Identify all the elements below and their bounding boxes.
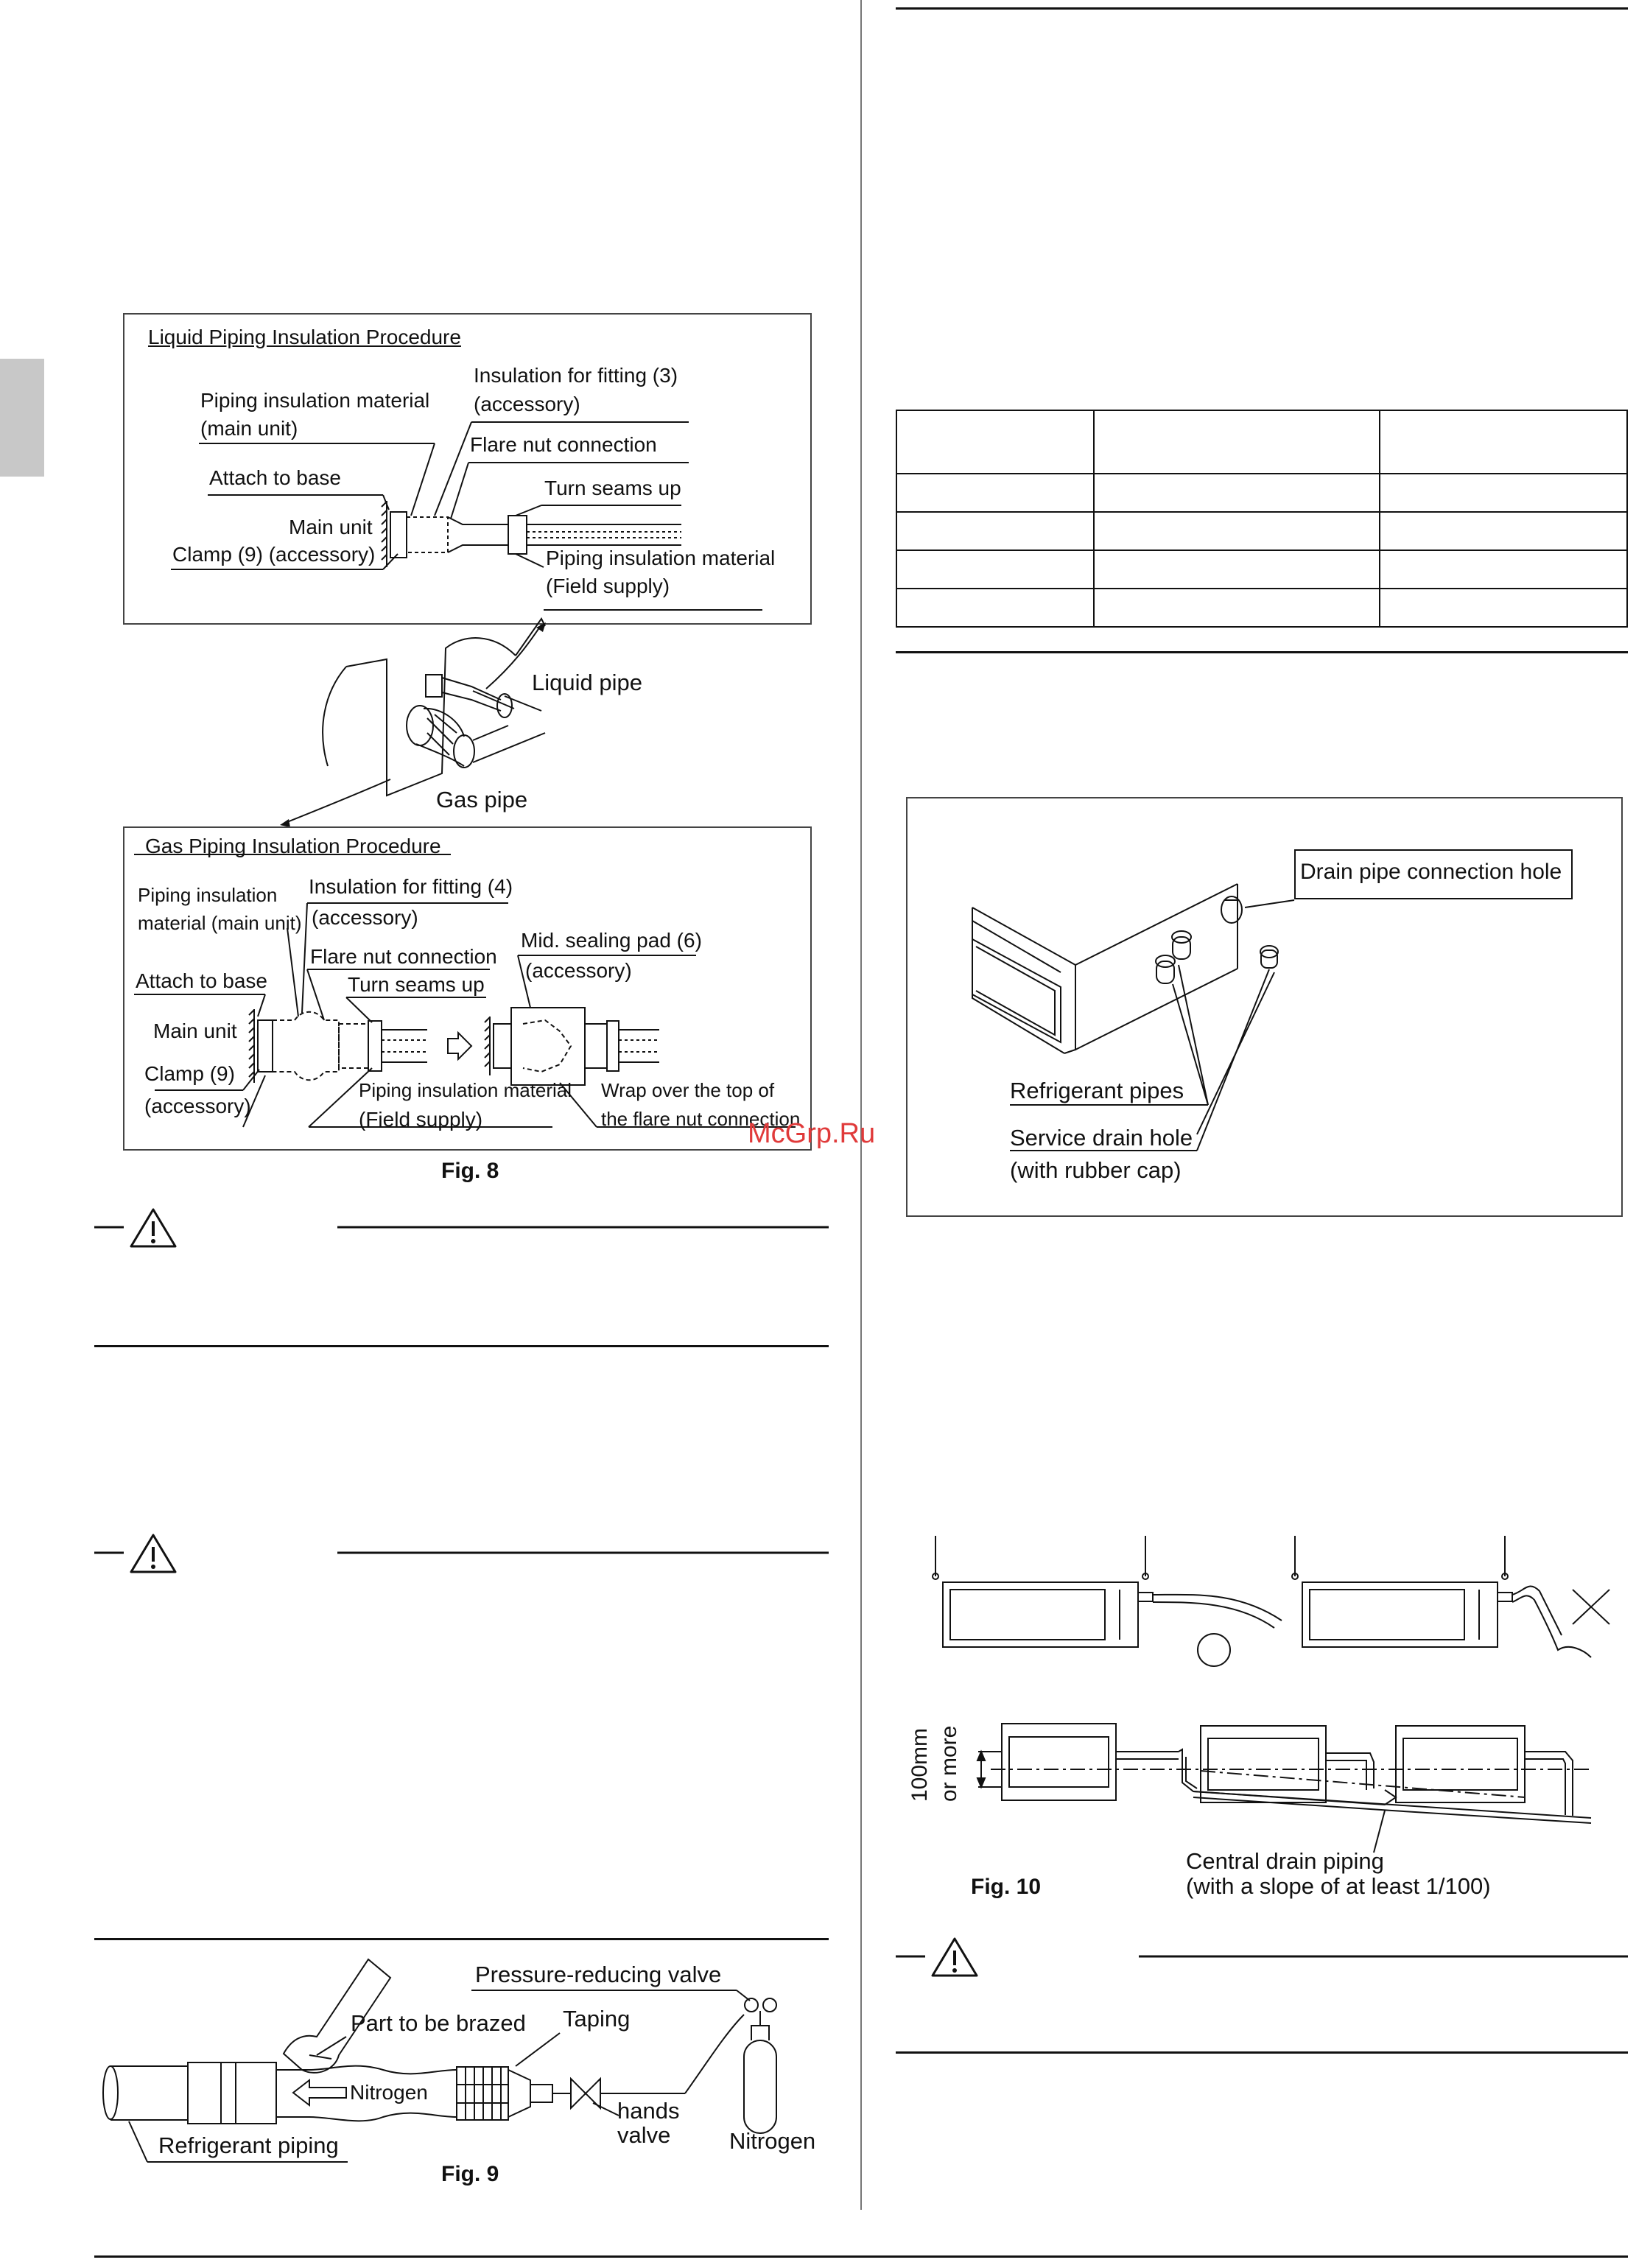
liquid-insul-fitting-label: Insulation for fitting (3): [474, 364, 678, 387]
gas-clamp-label-2: (accessory): [144, 1095, 251, 1117]
drain-hole-label: Drain pipe connection hole: [1300, 860, 1562, 884]
liquid-turn-seams-label: Turn seams up: [544, 477, 681, 499]
watermark: McGrp.Ru: [748, 1118, 876, 1149]
refrigerant-piping-label: Refrigerant piping: [158, 2132, 339, 2158]
central-drain-label: Central drain piping: [1186, 1848, 1384, 1874]
liquid-attach-base-label: Attach to base: [209, 466, 342, 489]
gas-wrap-label-2: the flare nut connection: [601, 1108, 801, 1130]
gas-pipe-insul-main-label-2: material (main unit): [138, 912, 302, 934]
pressure-valve-label: Pressure-reducing valve: [475, 1962, 722, 1987]
central-drain-label-2: (with a slope of at least 1/100): [1186, 1873, 1491, 1899]
gas-flare-nut-label: Flare nut connection: [310, 945, 497, 968]
fig9-caption: Fig. 9: [441, 2162, 499, 2186]
taping-label: Taping: [563, 2006, 631, 2032]
service-drain-label: Service drain hole: [1010, 1125, 1193, 1151]
fig10-caption: Fig. 10: [971, 1875, 1042, 1899]
gas-mid-pad-label-2: (accessory): [525, 959, 632, 982]
fig8-caption: Fig. 8: [441, 1159, 499, 1183]
hands-valve-label-2: valve: [617, 2122, 671, 2148]
liquid-main-unit-label: Main unit: [289, 516, 373, 538]
gas-attach-base-label: Attach to base: [136, 969, 268, 992]
service-drain-label-2: (with rubber cap): [1010, 1157, 1182, 1183]
part-brazed-label: Part to be brazed: [351, 2010, 526, 2036]
liquid-title: Liquid Piping Insulation Procedure: [148, 326, 461, 348]
gas-mid-pad-label: Mid. sealing pad (6): [521, 929, 702, 952]
nitrogen-flow-label: Nitrogen: [350, 2081, 428, 2104]
liquid-pipe-insul-main-label-2: (main unit): [200, 417, 298, 440]
liquid-pipe-insul-main-label: Piping insulation material: [200, 389, 430, 412]
gas-insul-fitting-label-2: (accessory): [312, 906, 418, 929]
caution-heading-3: [896, 1934, 1632, 1979]
gas-wrap-label: Wrap over the top of: [601, 1079, 775, 1101]
gas-title: Gas Piping Insulation Procedure: [145, 835, 441, 857]
liquid-clamp-label: Clamp (9) (accessory): [172, 543, 376, 566]
liquid-flare-nut-label: Flare nut connection: [470, 433, 657, 456]
gas-pipe-insul-main-label: Piping insulation: [138, 884, 278, 906]
dimension-label: 100mm: [907, 1727, 932, 1802]
gas-turn-seams-label: Turn seams up: [348, 973, 485, 996]
liquid-pipe-insul-field-label-2: (Field supply): [546, 575, 670, 597]
gas-pipe-label: Gas pipe: [436, 787, 528, 812]
liquid-pipe-label: Liquid pipe: [532, 670, 642, 695]
section-rule-right-2: [896, 2051, 1628, 2054]
gas-clamp-label: Clamp (9): [144, 1062, 235, 1085]
nitrogen-tank-label: Nitrogen: [729, 2128, 816, 2154]
dimension-label-2: or more: [937, 1725, 961, 1802]
hands-valve-label: hands: [617, 2098, 680, 2124]
gas-pipe-insul-field-label-2: (Field supply): [359, 1108, 483, 1131]
refrigerant-pipes-label: Refrigerant pipes: [1010, 1078, 1184, 1103]
liquid-pipe-insul-field-label: Piping insulation material: [546, 547, 776, 569]
gas-main-unit-label: Main unit: [153, 1019, 237, 1042]
liquid-insul-fitting-label-2: (accessory): [474, 393, 580, 415]
gas-insul-fitting-label: Insulation for fitting (4): [309, 875, 513, 898]
gas-pipe-insul-field-label: Piping insulation material: [359, 1079, 572, 1101]
